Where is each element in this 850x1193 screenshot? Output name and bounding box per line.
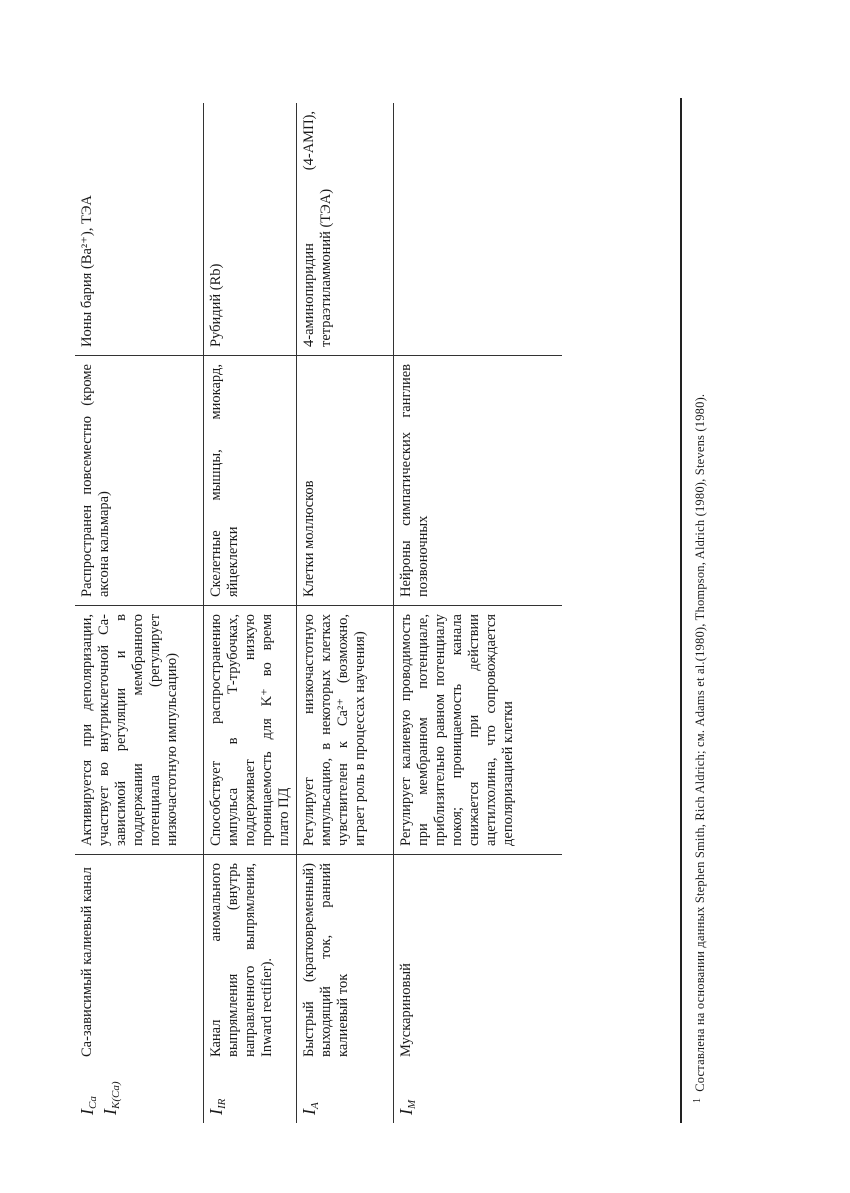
channel-location: Нейроны симпатических ганглиев позвоночных bbox=[394, 355, 562, 605]
table-row bbox=[204, 103, 297, 1123]
footnote-text: Составлена на основании данных Stephen Smith, Rich Aldrich; см. Adams et al.(1980), Thompson, Aldrich (1980), Stevens (1980). bbox=[693, 393, 707, 1092]
channel-location: Распространен повсеместно (кроме аксона кальмара) bbox=[75, 355, 203, 605]
channel-function: Способствует распространению импульса в Т-трубочках, поддерживает низкую проницаемость для K⁺ во время плато ПД bbox=[204, 605, 296, 855]
channel-blockers bbox=[394, 103, 562, 355]
channel-symbol: IIR bbox=[206, 1098, 228, 1115]
footnote bbox=[692, 103, 708, 1103]
table-row bbox=[297, 103, 394, 1123]
channel-symbol: IM bbox=[396, 1099, 418, 1115]
channel-location: Клетки моллюсков bbox=[297, 355, 393, 605]
ion-channel-table bbox=[75, 103, 562, 1123]
table-row bbox=[394, 103, 562, 1123]
channel-name: Ca-зависимый калиевый канал bbox=[79, 867, 95, 1057]
channel-location: Скелетные мышцы, миокард, яйцеклетки bbox=[204, 355, 296, 605]
channel-function: Активируется при деполяризации, участвует во внутриклеточной Са-зависимой регуляции и в поддержании мембранного потенциала (регулирует низкочастотную импульсацию) bbox=[75, 605, 203, 855]
channel-name: Канал аномального выпрямления (внутрь направленного выпрямления, Inward rectifier). bbox=[208, 863, 275, 1057]
footnote-mark: 1 bbox=[692, 1097, 703, 1103]
channel-blockers: 4-аминопиридин (4-АМП), тетраэтиламмоний (ТЭА) bbox=[301, 111, 334, 347]
channel-name: Мускариновый bbox=[398, 963, 414, 1057]
channel-blockers: Рубидий (Rb) bbox=[208, 263, 224, 347]
channel-name: Быстрый (кратковременный) выходящий ток, ранний калиевый ток bbox=[301, 863, 351, 1057]
footnote-divider bbox=[680, 98, 682, 1123]
channel-symbol: ICa IK(Ca) bbox=[77, 1081, 122, 1115]
channel-symbol: IA bbox=[299, 1102, 321, 1115]
channel-blockers: Ионы бария (Ba²⁺), ТЭА bbox=[79, 195, 95, 347]
channel-function: Регулирует низкочастотную импульсацию, в некоторых клетках чувствителен к Ca²⁺ (возможно, играет роль в процессах научения) bbox=[297, 605, 393, 855]
table-row bbox=[75, 103, 204, 1123]
channel-function: Регулирует калиевую проводимость при мембранном потенциале, приблизительно равном потенциалу покоя; проницаемость канала снижается при действии ацетилхолина, что сопровождается деполяризацией клетки bbox=[394, 605, 562, 855]
